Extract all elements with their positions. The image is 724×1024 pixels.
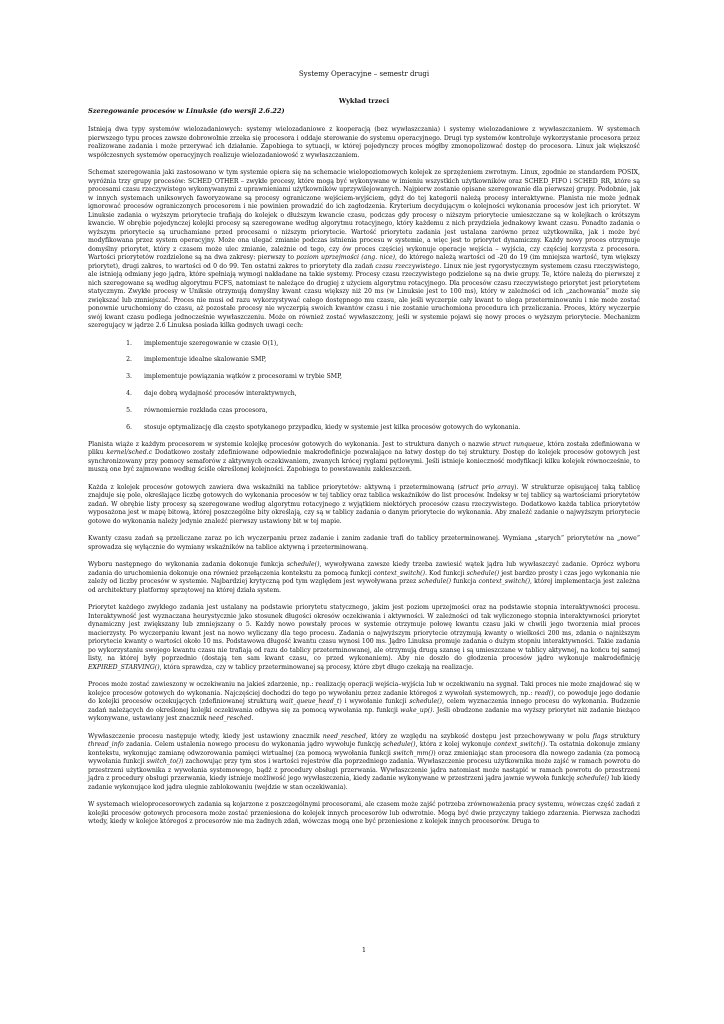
- document-page: [88, 0, 640, 1024]
- paragraph-dynamic-priority: Priorytet każdego zwykłego zadania jest ustalany na podstawie priorytetu statycznego, jakim jest poziom uprzejmości oraz na podstawie stopnia interaktywności procesu. Interaktywność jest wyznaczana heurystycznie jako stosunek długości okresów oczekiwania i aktywności. W zależności od tak wyliczonego stopnia interaktywności priorytet dynamiczny jest zwiększany lub zmniejszany o 5. Każdy nowo powstały proces w systemie otrzymuje połowę kwantu czasu jaki w chwili jego tworzenia miał proces macierzysty. Po wyczerpaniu kwant jest na nowo wyliczany dla tego procesu. Zadania o najwyższym priorytecie otrzymują kwanty o wielkości 200 ms, zdania o najniższym priorytecie kwanty o wartości około 10 ms. Podstawowa długość kwantu czasu wynosi 100 ms. Jądro Linuksa promuje zadania o dużym stopniu interaktywności. Takie zadania po wykorzystaniu swojego kwantu czasu nie trafiają od razu do tablicy przeterminowanej, ale otrzymują drugą szansę i są umieszczane w tablicy aktywnej, na końcu tej samej listy, na której były poprzednio (dostają ten sam kwant czasu, co przed wykonaniem). Aby nie doszło do głodzenia procesów jądro wykonuje makrodefinicję EXPIRED_STARVING(), która sprawdza, czy w tablicy przeterminowanej są procesy, które zbyt długo czekają na realizacje.: [88, 604, 640, 671]
- features-list: [88, 340, 640, 433]
- paragraph-priority-arrays: Każda z kolejek procesów gotowych zawiera dwa wskaźniki na tablice priorytetów: aktywną i przeterminowaną (struct prio_array). W strukturze opisującej taką tablicę znajduje się pole, określające liczbę gotowych do wykonania procesów w tej tablicy oraz tablica wskaźników do list procesów. Indeksy w tej tablicy są wartościami priorytetów zadań. W obrębie listy procesy są szeregowane według algorytmu rotacyjnego z wyjątkiem niektórych procesów czasu rzeczywistego. Dodatkowo każda tablica priorytetów wyposażona jest w mapę bitową, której poszczególne bity określają, czy są w tablicy zadania o danym priorytecie do wykonania. Aby znaleźć zadanie o najwyższym priorytecie gotowe do wykonania należy jedynie znaleźć pierwszy ustawiony bit w tej mapie.: [88, 483, 640, 525]
- paragraph-wait-queues: Proces może zostać zawieszony w oczekiwaniu na jakieś zdarzenie, np.: realizację operacji wejścia–wyjścia lub w oczekiwaniu na sygnał. Taki proces nie może znajdować się w kolejce procesów gotowych do wykonania. Najczęściej dochodzi do tego po wywołaniu przez zadanie któregoś z wywołań systemowych, np.: read(), co powoduje jego dodanie do kolejki procesów oczekujących (zdefiniowanej strukturą wait_queue_head_t) i wywołanie funkcji schedule(), celem wyznaczenia innego procesu do wykonania. Budzenie zadań należących do określonej kolejki oczekiwania odbywa się za pomocą wywołania np. funkcji wake_up(). Jeśli obudzone zadanie ma wyższy priorytet niż zadanie bieżąco wykonywane, ustawiany jest znacznik need_resched.: [88, 681, 640, 723]
- code-macro: EXPIRED_STARVING(): [88, 663, 160, 671]
- paragraph-multitasking: Istnieją dwa typy systemów wielozadaniowych: systemy wielozadaniowe z kooperacją (bez wywłaszczania) i systemy wielozadaniowe z wywłaszczaniem. W systemach pierwszego typu proces zawsze dobrowolnie zrzeka się procesora i oddaje sterowanie do systemu operacyjnego. Drugi typ systemów kontroluje wykorzystanie procesora przez realizowane zadania i może przerywać ich działanie. Zapobiega to sytuacji, w której pojedynczy proces mógłby zmonopolizować dostęp do procesora. Linux jak większość współczesnych systemów operacyjnych realizuje wielozadaniowość z wywłaszczaniem.: [88, 126, 640, 159]
- paragraph-runqueue: Planista wiąże z każdym procesorem w systemie kolejkę procesów gotowych do wykonania. Jest to struktura danych o nazwie struct runqueue, która została zdefiniowana w pliku kernel/sched.c Dodatkowo zostały zdefiniowane odpowiednie makrodefinicje pozwalające na łatwy dostęp do tej struktury. Dostęp do kolejek procesów gotowych jest synchronizowany przy pomocy semaforów z aktywnych oczekiwaniem, zwanych krócej ryglami pętlowymi. Jeśli istnieje konieczność modyfikacji kilku kolejek równocześnie, to muszą one być zajmowane według ściśle określonej kolejności. Zapobiega to powstawaniu zakleszczeń.: [88, 440, 641, 474]
- list-item: 6. stosuje optymalizację dla często spotykanego przypadku, kiedy w systemie jest kilka procesów gotowych do wykonania.: [134, 424, 640, 433]
- lecture-title: Wykład trzeci: [338, 97, 390, 105]
- term-nice: poziom uprzejmości (ang. nice): [296, 254, 396, 261]
- term-realtime: czasu rzeczywistego: [375, 262, 440, 270]
- paragraph-schedule-function: Wyboru następnego do wykonania zadania dokonuje funkcja schedule(), wywoływana zawsze kiedy trzeba zawiesić wątek jądra lub wywłaszczyć zadanie. Oprócz wyboru zadania do uruchomienia dokonuje ona również przełączenia kontekstu za pomocą funkcji context_switch(). Kod funkcji schedule() jest bardzo prosty i czas jego wykonania nie zależy od liczby procesów w systemie. Najbardziej krytyczną pod tym względem jest wywoływana przez schedule() funkcja context_switch(), której implementacja jest zależna od architektury platformy sprzętowej na której działa system.: [88, 561, 640, 594]
- paragraph-preemption: Wywłaszczenie procesu następuje wtedy, kiedy jest ustawiony znacznik need_resched, który ze względu na szybkość dostępu jest przechowywany w polu flags struktury thread_info zadania. Celem ustalenia nowego procesu do wykonania jądro wywołuje funkcję schedule(), która z kolej wykonuje context_switch(). Ta ostatnia dokonuje zmiany kontekstu, wykonując zamianę odwzorowania pamięci wirtualnej (za pomocą wywołania funkcji switch_mm()) oraz zmieniając stan procesora dla nowego zadania (za pomocą wywołania funkcji switch_to()) zachowując przy tym stos i wartości rejestrów dla poprzedniego zadania. Wywłaszczenie procesu użytkownika może zajść w ramach powrotu do przestrzeni użytkownika z wywołania systemowego, bądź z procedury obsługi przerwania. Wywłaszczenie jądra natomiast może nastąpić w ramach powrotu do przestrzeni jądra z procedury obsługi przerwania, kiedy istnieje możliwość jego wywłaszczenia, kiedy zadanie wykonywane w przestrzeni jądra jawnie wywoła funkcję schedule() lub kiedy zadanie wykonujące kod jądra ulegnie zablokowaniu (wejdzie w stan oczekiwania).: [88, 732, 641, 791]
- code-runqueue: struct runqueue: [492, 440, 544, 448]
- paragraph-timeslices: Kwanty czasu zadań są przeliczane zaraz po ich wyczerpaniu przez zadanie i zanim zadanie trafi do tablicy przeterminowanej. Wymiana „starych” priorytetów na „nowe” sprowadza się wyłącznie do wymiany wskaźników na tablice aktywną i przeterminowaną.: [88, 535, 640, 551]
- list-item: 2. implementuje idealne skalowanie SMP,: [134, 356, 640, 365]
- code-file-path: kernel/sched.c: [106, 449, 153, 457]
- list-item: 5. równomiernie rozkłada czas procesora,: [134, 407, 640, 416]
- list-item: 3. implementuje powiązania wątków z procesorami w trybie SMP,: [134, 373, 640, 382]
- course-title: Systemy Operacyjne – semestr drugi: [298, 70, 430, 78]
- code-prio-array: struct prio_array: [459, 483, 515, 491]
- list-item: 4. daje dobrą wydajność procesów interaktywnych,: [134, 390, 640, 399]
- list-item: 1. implementuje szeregowanie w czasie O(1),: [134, 340, 640, 349]
- page-number: 1: [361, 946, 367, 954]
- paragraph-scheduling-scheme: Schemat szeregowania jaki zastosowano w tym systemie opiera się na schemacie wielopoziomowych kolejek ze sprzężeniem zwrotnym. Linux, zgodnie ze standardem POSIX, wyróżnia trzy grupy procesów: SCHED_OTHER – zwykłe procesy, które mogą być wykonywane w imieniu wszystkich użytkowników oraz SCHED_FIFO i SCHED_RR, które są procesami czasu rzeczywistego wykonywanymi z uprawnieniami użytkowników uprzywilejowanych. Najpierw zostanie opisane szeregowanie dla pierwszej grupy. Podobnie, jak w innych systemach uniksowych faworyzowane są procesy ograniczone wejściem-wyjściem, gdyż do tej kategorii należą procesy interaktywne. Planista nie może jednak ignorować procesów ograniczonych procesorem i nie powinien prowadzić do ich zagłodzenia. Kryterium decydującym o kolejności wykonania procesów jest ich priorytet. W Linuksie zadania o wyższym priorytecie trafiają do kolejek o dłuższym kwancie czasu, podczas gdy procesy o niższym priorytecie umieszczane są w kolejkach o krótszym kwancie. W obrębie pojedynczej kolejki procesy są szeregowane według algorytmu rotacyjnego, który każdemu z nich przydziela jednakowy kwant czasu. Ponadto zadania o wyższym priorytecie są uruchamiane przed procesami o niższym priorytecie. Wartość priorytetu zadania jest ustalana zarówno przez użytkownika, jak i może być modyfikowana przez system operacyjny. Może ona ulegać zmianie podczas istnienia procesu w systemie, a więc jest to priorytet dynamiczny. Każdy nowy proces otrzymuje domyślny priorytet, który z czasem może ulec zmianie, zależnie od tego, czy ów proces częściej wykonuje operacje wejścia – wyjścia, czy częściej korzysta z procesora. Wartości priorytetów rozdzielone są na dwa zakresy: pierwszy to poziom uprzejmości (ang. nice), do którego należą wartości od -20 do 19 (im mniejsza wartość, tym większy priorytet), drugi zakres, to wartości od 0 do 99. Ten ostatni zakres to priorytety dla zadań czasu rzeczywistego. Linux nie jest rygorystycznym systemem czasu rzeczywistego, ale istnieją odmiany jego jądra, które spełniają wymogi nakładane na takie systemy. Procesy czasu rzeczywistego podzielone są na dwie grupy. Te, które należą do pierwszej z nich szeregowane są według algorytmu FCFS, natomiast te należące do drugiej z użyciem algorytmu rotacyjnego. Dla procesów czasu rzeczywistego priorytet jest priorytetem statycznym. Zwykłe procesy w Uniksie otrzymują domyślny kwant czasu większy niż 20 ms (w Linuksie jest to 100 ms), który w zależności od ich „zachowania” może się zwiększać lub zmniejszać. Proces nie musi od razu wykorzystywać całego dostępnego mu czasu, ale jeśli wyczerpie cały kwant to ulega przeterminowaniu i nie może zostać ponownie uruchomiony do czasu, aż pozostałe procesy nie wyczerpią swoich kwantów czasu i nie zostanie uruchomiona procedura ich przeliczania. Proces, który wyczerpie swój kwant czasu podlega jednocześnie wywłaszczeniu. Może on również zostać wywłaszczony, jeśli w systemie pojawi się nowy proces o wyższym priorytecie. Mechanizm szeregujący w jądrze 2.6 Linuksa posiada kilka godnych uwagi cech:: [88, 169, 641, 329]
- section-title: Szeregowanie procesów w Linuksie (do wersji 2.6.22): [88, 107, 285, 115]
- paragraph-smp-balancing: W systemach wieloprocesorowych zadania są kojarzone z poszczególnymi procesorami, ale czasem może zajść potrzeba zrównoważenia pracy systemu, wówczas część zadań z kolejki procesów gotowych procesora może zostać przeniesiona do kolejek innych procesorów lub odwrotnie. Mogą być dwie przyczyny takiego zdarzenia. Pierwsza zachodzi wtedy, kiedy w kolejce któregoś z procesorów nie ma żadnych zdań, wówczas mogą one być przeniesione z kolejek innych procesorów. Druga to: [88, 801, 640, 826]
- document-body: [88, 126, 640, 836]
